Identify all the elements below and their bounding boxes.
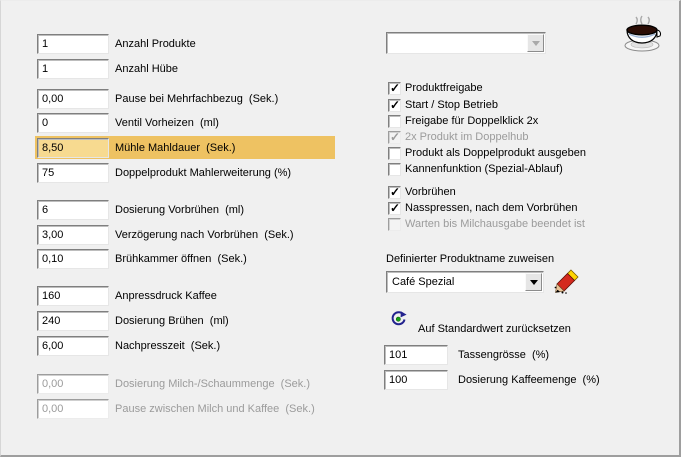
anzahl-produkte-input[interactable] <box>37 34 109 54</box>
nachpresszeit-input[interactable] <box>37 336 109 356</box>
tassengroesse-label: Tassengrösse (%) <box>458 349 550 361</box>
ventil-vorheizen-label: Ventil Vorheizen (ml) <box>115 117 219 129</box>
checkbox-label: Warten bis Milchausgabe beendet ist <box>405 218 585 230</box>
dosierung-milch-schaummenge-input <box>37 374 109 394</box>
checkbox-icon[interactable] <box>388 147 401 160</box>
dosierung-kaffeemenge-label: Dosierung Kaffeemenge (%) <box>458 374 600 386</box>
chevron-down-icon <box>527 34 544 52</box>
muehle-mahldauer-input[interactable] <box>37 138 109 158</box>
dosierung-bruehen-label: Dosierung Brühen (ml) <box>115 315 229 327</box>
anzahl-produkte-label: Anzahl Produkte <box>115 38 196 50</box>
checkbox-label: Produkt als Doppelprodukt ausgeben <box>405 147 587 159</box>
checkbox-icon[interactable] <box>388 186 401 199</box>
product-name-dropdown-value: Café Spezial <box>392 276 455 288</box>
product-name-dropdown[interactable] <box>386 271 544 293</box>
anzahl-huebe-input[interactable] <box>37 59 109 79</box>
verzoegerung-nach-vorbruehen-label: Verzögerung nach Vorbrühen (Sek.) <box>115 229 294 241</box>
reset-to-default-label[interactable]: Auf Standardwert zurücksetzen <box>418 323 571 335</box>
checkbox-icon[interactable] <box>388 115 401 128</box>
pause-mehrfachbezug-input[interactable] <box>37 89 109 109</box>
checkbox-label: Kannenfunktion (Spezial-Ablauf) <box>405 163 563 175</box>
checkbox-icon[interactable] <box>388 82 401 95</box>
dosierung-kaffeemenge-input[interactable] <box>384 370 448 390</box>
checkbox-icon[interactable] <box>388 99 401 112</box>
checkbox-label: Freigabe für Doppelklick 2x <box>405 115 539 127</box>
checkbox-label: Produktfreigabe <box>405 82 483 94</box>
checkbox-icon[interactable] <box>388 163 401 176</box>
doppelprodukt-mahlerweiterung-label: Doppelprodukt Mahlerweiterung (%) <box>115 167 292 179</box>
muehle-mahldauer-label: Mühle Mahldauer (Sek.) <box>115 142 236 154</box>
anpressdruck-kaffee-label: Anpressdruck Kaffee <box>115 290 217 302</box>
top-product-dropdown <box>386 32 546 54</box>
checkbox-icon <box>388 131 401 144</box>
dosierung-milch-schaummenge-label: Dosierung Milch-/Schaummenge (Sek.) <box>115 378 311 390</box>
anpressdruck-kaffee-input[interactable] <box>37 286 109 306</box>
pencil-edit-icon[interactable] <box>554 268 580 294</box>
checkbox-label: Nasspressen, nach dem Vorbrühen <box>405 202 578 214</box>
bruehkammer-oeffnen-label: Brühkammer öffnen (Sek.) <box>115 253 247 265</box>
checkbox-icon <box>388 218 401 231</box>
doppelprodukt-mahlerweiterung-input[interactable] <box>37 163 109 183</box>
verzoegerung-nach-vorbruehen-input[interactable] <box>37 225 109 245</box>
dosierung-vorbruehen-input[interactable] <box>37 200 109 220</box>
dosierung-bruehen-input[interactable] <box>37 311 109 331</box>
bruehkammer-oeffnen-input[interactable] <box>37 249 109 269</box>
anzahl-huebe-label: Anzahl Hübe <box>115 63 178 75</box>
pause-mehrfachbezug-label: Pause bei Mehrfachbezug (Sek.) <box>115 93 279 105</box>
nachpresszeit-label: Nachpresszeit (Sek.) <box>115 340 221 352</box>
checkbox-icon[interactable] <box>388 202 401 215</box>
checkbox-label: 2x Produkt im Doppelhub <box>405 131 529 143</box>
pause-milch-kaffee-label: Pause zwischen Milch und Kaffee (Sek.) <box>115 403 315 415</box>
reset-circular-arrow-icon[interactable] <box>390 310 407 327</box>
coffee-cup-icon <box>620 14 666 58</box>
dosierung-vorbruehen-label: Dosierung Vorbrühen (ml) <box>115 204 245 216</box>
checkbox-label: Vorbrühen <box>405 186 456 198</box>
product-name-label: Definierter Produktname zuweisen <box>386 253 555 265</box>
tassengroesse-input[interactable] <box>384 345 448 365</box>
checkbox-label: Start / Stop Betrieb <box>405 99 498 111</box>
chevron-down-icon[interactable] <box>525 273 542 291</box>
pause-milch-kaffee-input <box>37 399 109 419</box>
ventil-vorheizen-input[interactable] <box>37 113 109 133</box>
